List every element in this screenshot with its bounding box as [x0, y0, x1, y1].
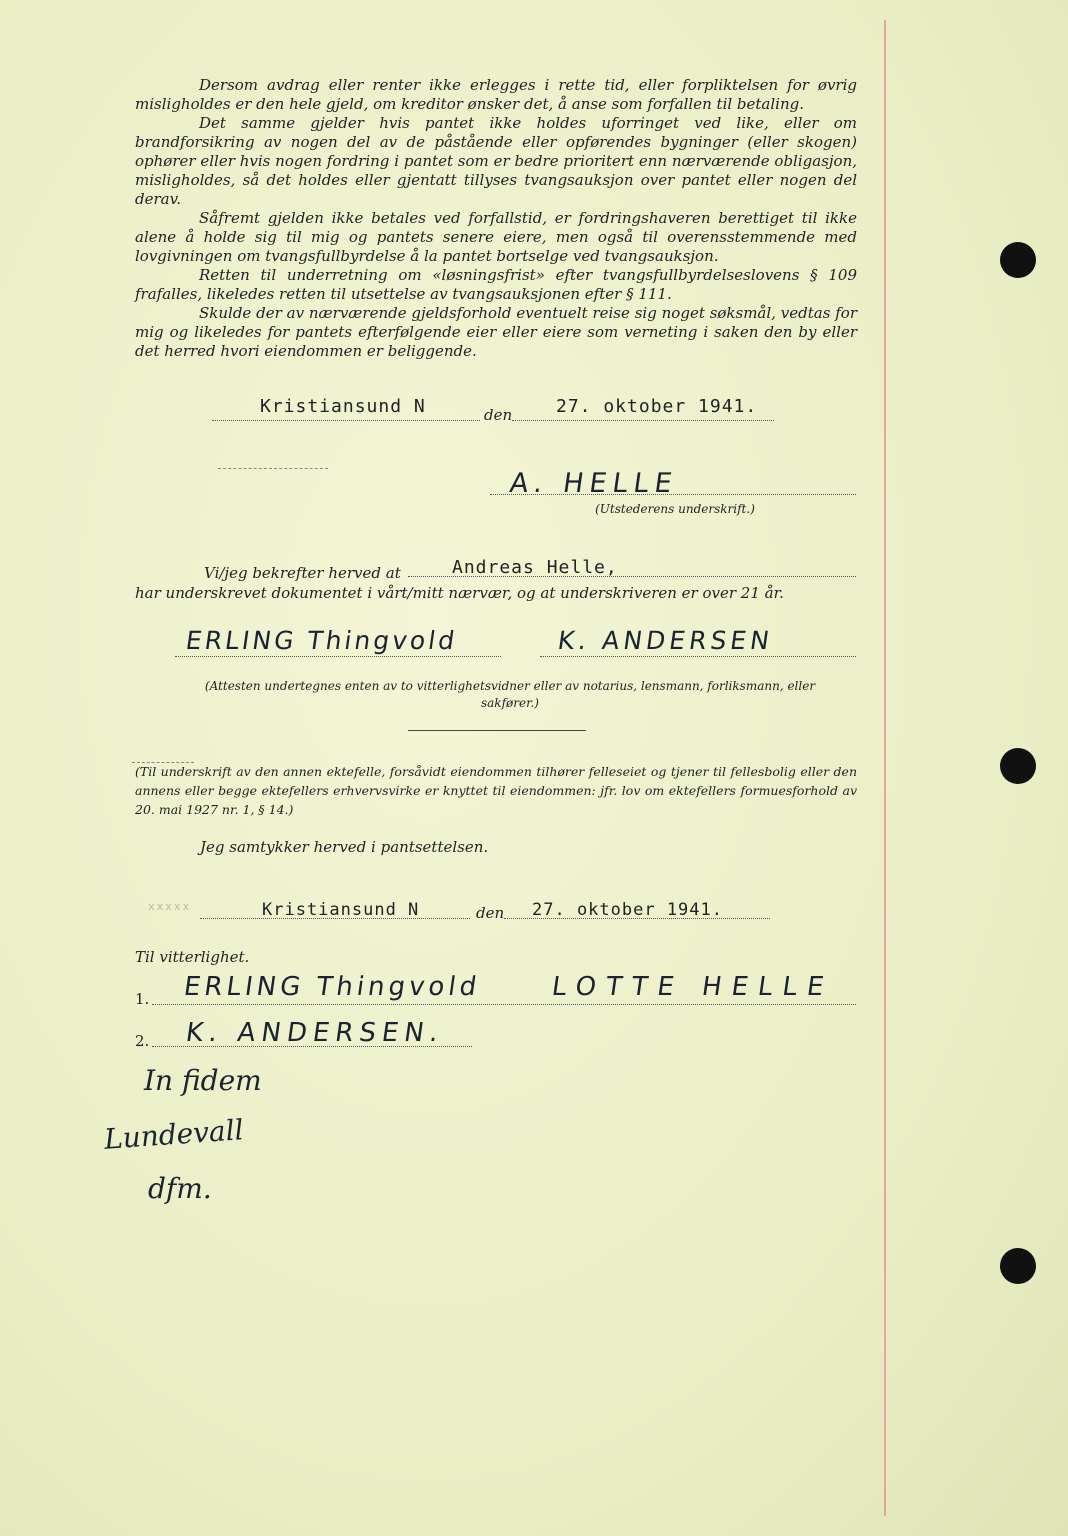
punch-hole-bottom: [1000, 1248, 1036, 1284]
spouse-note: (Til underskrift av den annen ektefelle, forsåvidt eiendommen tilhører felleseiet og tjener til fellesbolig eller den annens eller begge ektefellers erhvervsvirke er knyttet til eiendommen: jfr. lov om ektefellers formuesforhold av 20. mai 1927 nr. 1, § 14.): [135, 764, 857, 817]
issuer-caption: (Utstederens underskrift.): [595, 502, 755, 516]
signature-line: [152, 1046, 472, 1047]
terms-text: [135, 76, 857, 361]
dotted-line: [408, 576, 856, 577]
paragraph: Dersom avdrag eller renter ikke erlegges i rette tid, eller forpliktelsen for øvrig misligholdes er den hele gjeld, om kreditor ønsker det, å anse som forfallen til betaling.: [135, 76, 857, 113]
paragraph: Såfremt gjelden ikke betales ved forfallstid, er fordringshaveren berettiget til ikke alene å holde sig til mig og pantets senere eiere, men også til overensstemmende med lovgivningen om tvangsfullbyrdelse å la pantet bortselge ved tvangsauksjon.: [135, 209, 857, 265]
signature-line: [152, 1004, 856, 1005]
consent-date: 27. oktober 1941.: [532, 900, 723, 920]
vitterlighet-signature-1: ERLING Thingvold: [181, 972, 483, 1002]
dotted-line: [512, 420, 774, 421]
issue-place: Kristiansund N: [260, 396, 426, 417]
witness-prefix: Vi/jeg bekrefter herved at: [204, 564, 401, 582]
blank-line: [218, 468, 328, 469]
punch-hole-top: [1000, 242, 1036, 278]
punch-hole-middle: [1000, 748, 1036, 784]
witness-number-2: 2.: [135, 1032, 150, 1050]
vitterlighet-signature-2: K. ANDERSEN.: [183, 1018, 447, 1048]
witness-caption: (Attesten undertegnes enten av to vitterlighetsvidner eller av notarius, lensmann, forliksmann, eller sakfører.): [204, 679, 816, 710]
witness-signature-1: ERLING Thingvold: [183, 626, 460, 655]
paragraph: Det samme gjelder hvis pantet ikke holdes uforringet ved like, eller om brandforsikring av nogen del av de påstående eller opførendes bygninger (eller skogen) ophører eller hvis nogen fordring i pantet som er bedre prioritert enn nærværende obligasjon, misligholdes, så det holdes eller gjentatt tillyses tvangsauksjon over pantet eller nogen del derav.: [135, 114, 857, 208]
witness-signature-2: K. ANDERSEN: [555, 626, 775, 655]
signature-line: [540, 656, 856, 657]
paragraph: Retten til underretning om «løsningsfrist» efter tvangsfullbyrdelseslovens § 109 frafalles, likeledes retten til utsettelse av tvangsauksjonen efter § 111.: [135, 266, 857, 303]
consent-place: Kristiansund N: [262, 900, 420, 920]
consent-den: den: [476, 904, 505, 922]
separator-line: [408, 730, 586, 731]
issuer-signature: A. HELLE: [507, 468, 680, 499]
dotted-line: [200, 918, 470, 919]
witness-number-1: 1.: [135, 990, 150, 1008]
signature-line: [490, 494, 856, 495]
signature-line: [175, 656, 501, 657]
handwritten-in-fidem: In fidem: [144, 1064, 262, 1097]
dotted-line: [504, 918, 770, 919]
margin-line: [884, 20, 886, 1516]
paragraph: Skulde der av nærværende gjeldsforhold eventuelt reise sig noget søksmål, vedtas for mig og likeledes for pantets efterfølgende eier eller eiere som verneting i saken den by eller det herred hvori eiendommen er beliggende.: [135, 304, 857, 360]
vitterlighet-label: Til vitterlighet.: [135, 948, 250, 966]
struck-text: xxxxx: [148, 900, 192, 913]
witness-statement: har underskrevet dokumentet i vårt/mitt nærvær, og at underskriveren er over 21 år.: [135, 584, 784, 602]
handwritten-dfm: dfm.: [148, 1172, 212, 1205]
handwritten-lundevall: Lundevall: [103, 1113, 245, 1156]
consent-text: Jeg samtykker herved i pantsettelsen.: [200, 838, 489, 856]
witness-name: Andreas Helle,: [452, 557, 618, 578]
spouse-signature: LOTTE HELLE: [549, 972, 836, 1002]
issue-date: 27. oktober 1941.: [556, 396, 758, 417]
dotted-line: [212, 420, 480, 421]
issue-den: den: [484, 406, 513, 424]
